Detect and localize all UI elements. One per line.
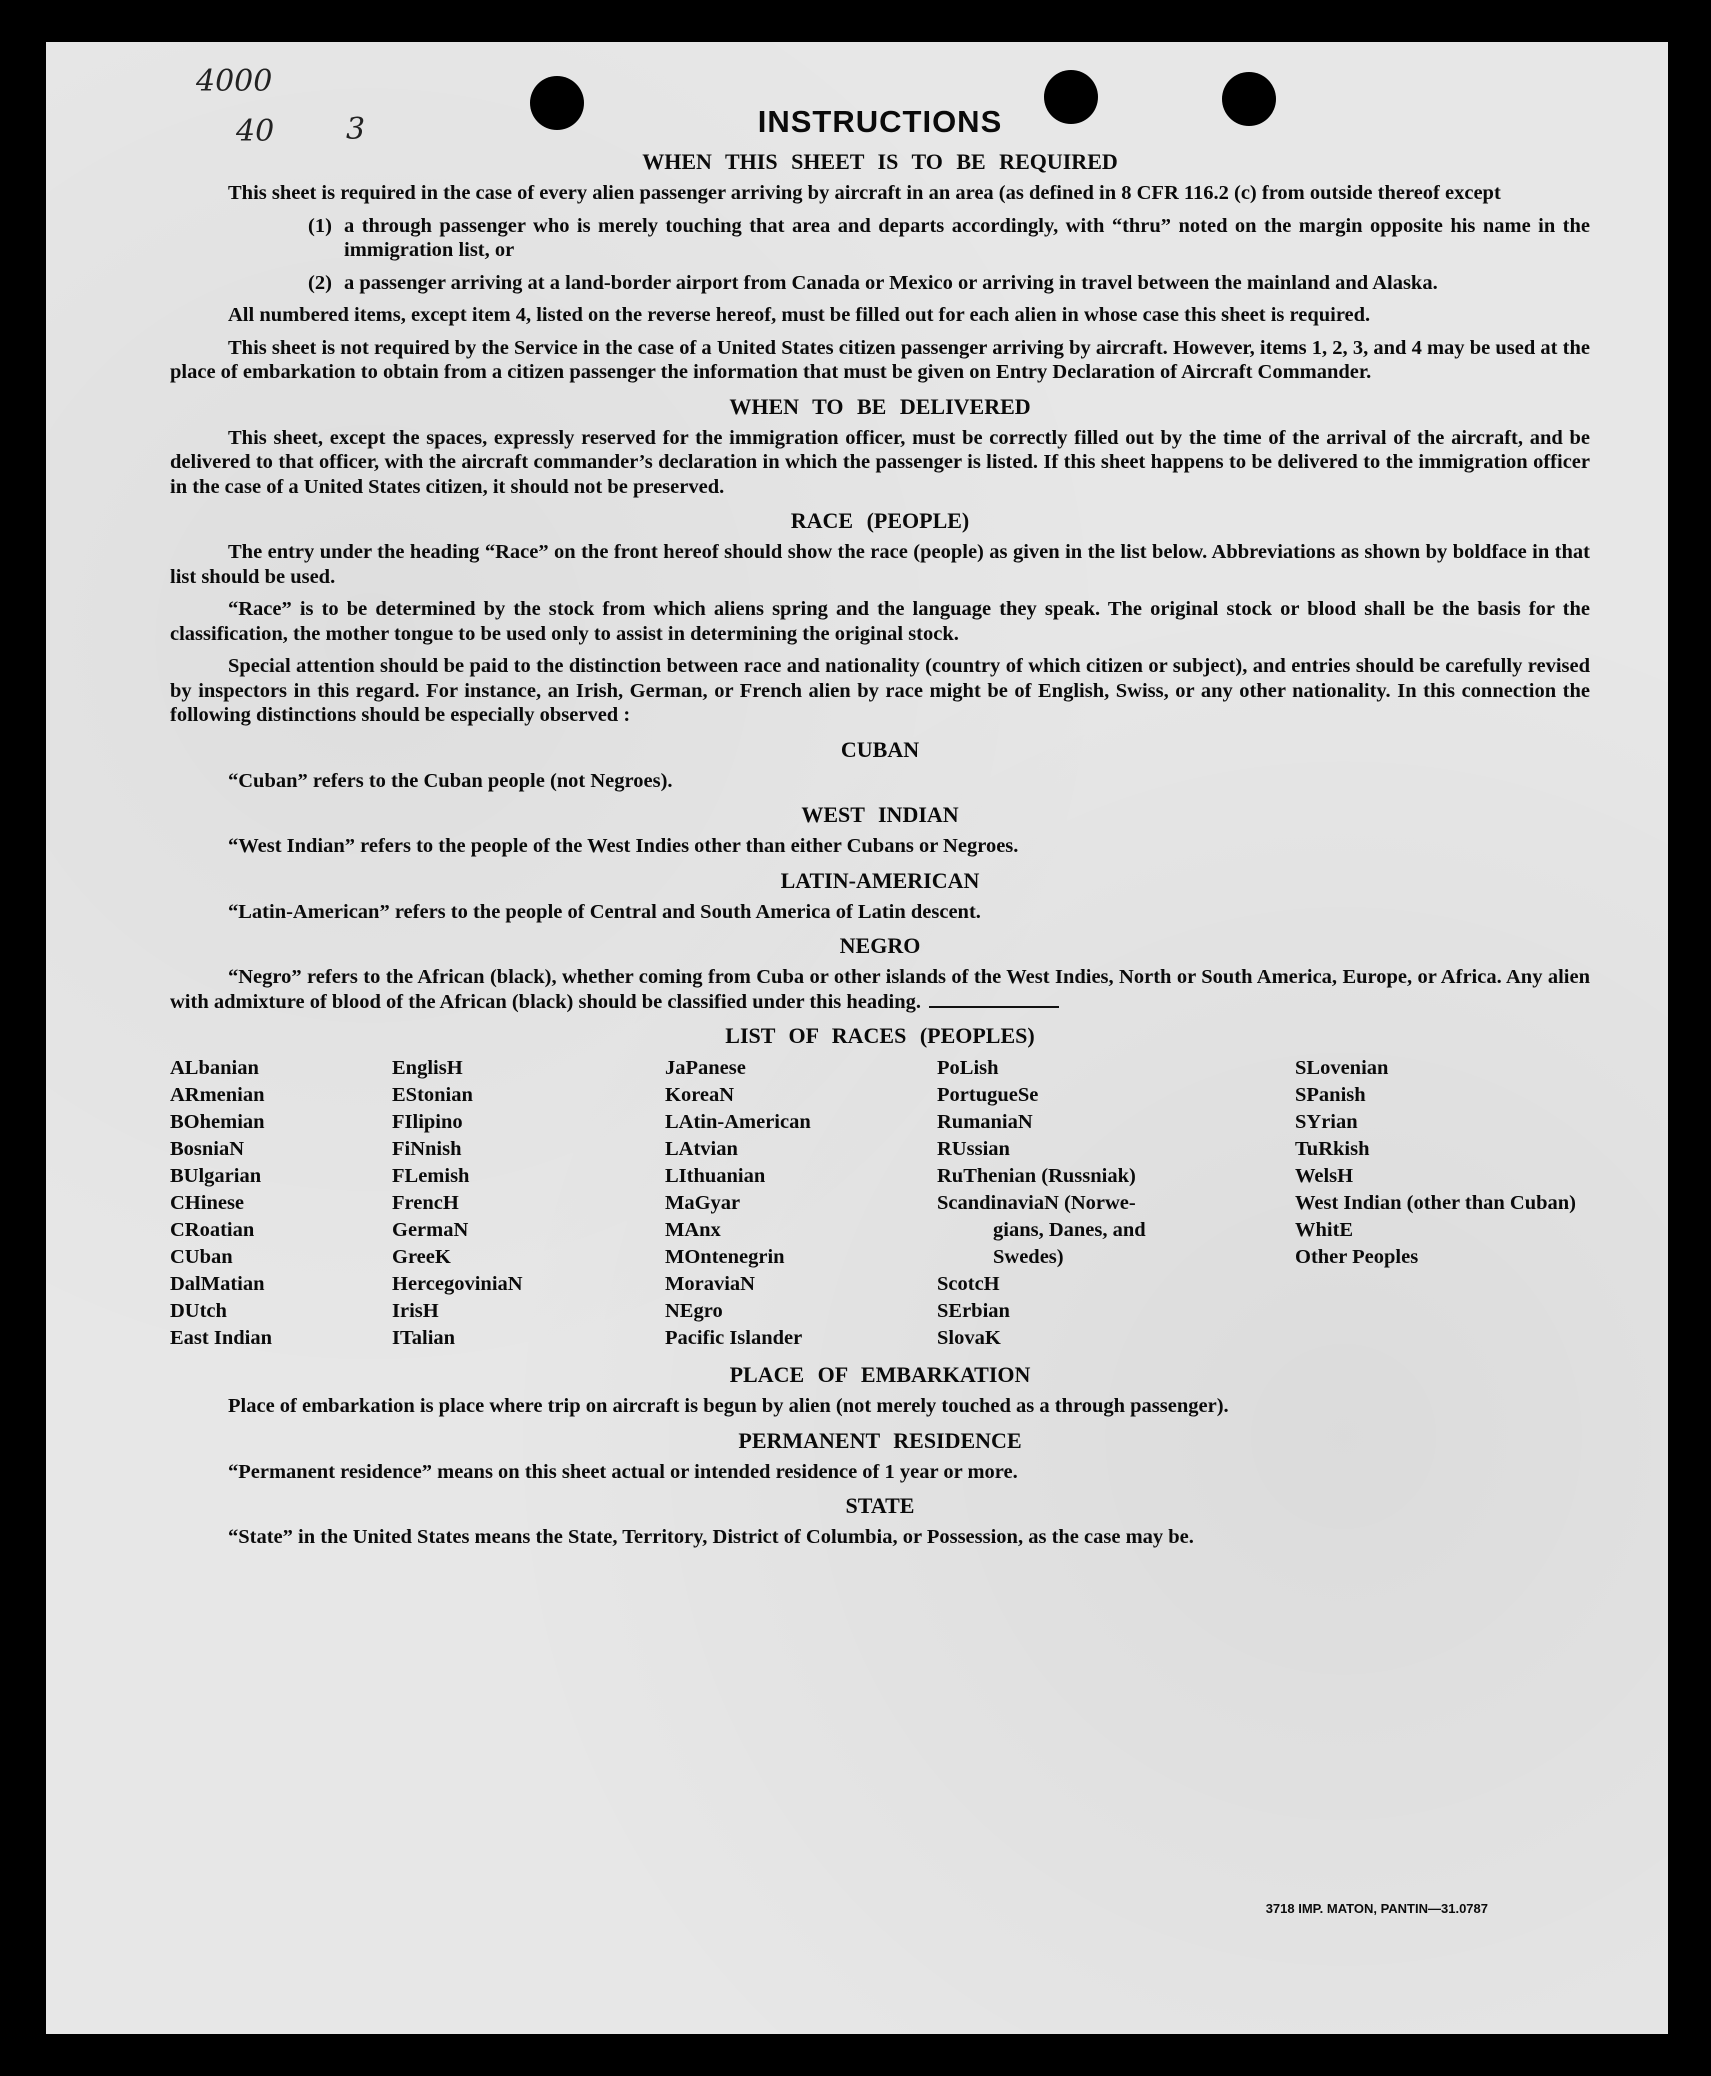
race-item: KoreaN <box>665 1084 735 1106</box>
race-item: EnglisH <box>392 1057 463 1079</box>
race-item: ScotcH <box>937 1273 1000 1295</box>
printer-imprint: 3718 IMP. MATON, PANTIN—31.0787 <box>1265 1901 1488 1916</box>
race-item-continuation: gians, Danes, and <box>993 1219 1146 1241</box>
race-item: MOntenegrin <box>665 1246 785 1268</box>
race-item: GermaN <box>392 1219 469 1241</box>
races-column-2 <box>392 1055 665 1352</box>
race-item: DalMatian <box>170 1273 265 1295</box>
handwritten-note-3: 3 <box>346 112 366 147</box>
races-column-5 <box>1295 1055 1590 1352</box>
races-list <box>170 1055 1590 1352</box>
race-item: MAnx <box>665 1219 721 1241</box>
heading-race: RACE (PEOPLE) <box>790 508 970 533</box>
race-item: BosniaN <box>170 1138 245 1160</box>
race-item: PortugueSe <box>937 1084 1039 1106</box>
race-item: EStonian <box>392 1084 473 1106</box>
paragraph-required: This sheet is required in the case of every alien passenger arriving by aircraft in an area (as defined in 8 CFR 116.2 (c) from outside thereof except <box>228 182 1501 204</box>
race-item: SErbian <box>937 1300 1010 1322</box>
heading-list-of-races: LIST OF RACES (PEOPLES) <box>725 1023 1035 1048</box>
paragraph-west-indian: “West Indian” refers to the people of the West Indies other than either Cubans or Negroes. <box>228 835 1019 857</box>
race-item: DUtch <box>170 1300 227 1322</box>
exception-item-2 <box>170 271 1590 296</box>
paragraph-race-nationality: Special attention should be paid to the distinction between race and nationality (country of which citizen or subject), and entries should be carefully revised by inspectors in this regard. For instance, an Irish, German, or French alien by race might be of English, Swiss, or any other nationality. In this connection the following distinctions should be especially observed : <box>170 655 1590 726</box>
underline-rule <box>929 1006 1059 1008</box>
paragraph-embarkation: Place of embarkation is place where trip on aircraft is begun by alien (not merely touched as a through passenger). <box>228 1395 1229 1417</box>
heading-latin-american: LATIN-AMERICAN <box>780 867 980 893</box>
race-item: IrisH <box>392 1300 439 1322</box>
race-item: ALbanian <box>170 1057 259 1079</box>
exception-number: (1) <box>308 214 332 237</box>
race-item: TuRkish <box>1295 1138 1370 1160</box>
heading-cuban: CUBAN <box>840 736 920 762</box>
race-item: FLemish <box>392 1165 470 1187</box>
exception-text: a through passenger who is merely touching that area and departs accordingly, with “thru” noted on the margin opposite his name in the immigration list, or <box>344 214 1590 261</box>
paragraph-cuban: “Cuban” refers to the Cuban people (not Negroes). <box>228 769 673 792</box>
heading-state: STATE <box>845 1493 915 1518</box>
heading-permanent-residence: PERMANENT RESIDENCE <box>738 1427 1022 1453</box>
paragraph-race-entry: The entry under the heading “Race” on the front hereof should show the race (people) as given in the list below. Abbreviations as shown by boldface in that list should be used. <box>170 541 1590 588</box>
heading-west-indian: WEST INDIAN <box>801 802 959 827</box>
race-item: NEgro <box>665 1300 723 1322</box>
race-item: RUssian <box>937 1138 1010 1160</box>
heading-when-delivered: WHEN TO BE DELIVERED <box>729 393 1031 419</box>
race-item: FiNnish <box>392 1138 462 1160</box>
race-item: JaPanese <box>665 1057 746 1079</box>
exception-item-1 <box>170 214 1590 263</box>
race-item: SLovenian <box>1295 1057 1389 1079</box>
race-item: HercegoviniaN <box>392 1273 523 1295</box>
race-item: LIthuanian <box>665 1165 766 1187</box>
heading-negro: NEGRO <box>839 933 921 958</box>
race-item: LAtvian <box>665 1138 738 1160</box>
document-sheet <box>46 42 1668 2034</box>
race-item: SPanish <box>1295 1084 1366 1106</box>
heading-embarkation: PLACE OF EMBARKATION <box>729 1362 1031 1387</box>
race-item: MaGyar <box>665 1192 741 1214</box>
race-item: East Indian <box>170 1327 272 1349</box>
race-item: RumaniaN <box>937 1111 1033 1133</box>
race-item: FrencH <box>392 1192 459 1214</box>
paragraph-citizen: This sheet is not required by the Service in the case of a United States citizen passenger arriving by aircraft. However, items 1, 2, 3, and 4 may be used at the place of embarkation to obtain from a citizen passenger the information that must be given on Entry Declaration of Aircraft Commander. <box>170 336 1590 383</box>
paragraph-negro <box>170 965 1590 1014</box>
instructions-content <box>170 104 1590 1558</box>
race-item: Other Peoples <box>1295 1246 1419 1268</box>
race-item: BOhemian <box>170 1111 265 1133</box>
negro-text: “Negro” refers to the African (black), whether coming from Cuba or other islands of the West Indies, North or South America, Europe, or Africa. Any alien with admixture of blood of the African (black) should be classified under this heading. <box>170 966 1590 1013</box>
race-item: WhitE <box>1295 1219 1354 1241</box>
race-item: WelsH <box>1295 1165 1354 1187</box>
paragraph-race-stock: “Race” is to be determined by the stock from which aliens spring and the language they speak. The original stock or blood shall be the basis for the classification, the mother tongue to be used only to assist in determining the original stock. <box>170 598 1590 645</box>
paragraph-delivered: This sheet, except the spaces, expressly reserved for the immigration officer, must be correctly filled out by the time of the arrival of the aircraft, and be delivered to that officer, with the aircraft commander’s declaration in which the passenger is listed. If this sheet happens to be delivered to the immigration officer in the case of a United States citizen, it should not be preserved. <box>170 426 1590 498</box>
race-item: PoLish <box>937 1057 999 1079</box>
race-item: BUlgarian <box>170 1165 262 1187</box>
exception-text: a passenger arriving at a land-border airport from Canada or Mexico or arriving in travel between the mainland and Alaska. <box>344 271 1438 294</box>
paragraph-latin-american: “Latin-American” refers to the people of Central and South America of Latin descent. <box>228 900 981 923</box>
race-item-continuation: Swedes) <box>993 1246 1064 1268</box>
races-column-1 <box>170 1055 392 1352</box>
paragraph-permanent-residence: “Permanent residence” means on this sheet actual or intended residence of 1 year or more. <box>228 1460 1018 1483</box>
race-item: ScandinaviaN (Norwe- <box>937 1192 1136 1214</box>
paragraph-numbered-items: All numbered items, except item 4, listed on the reverse hereof, must be filled out for each alien in whose case this sheet is required. <box>228 304 1371 326</box>
race-item: GreeK <box>392 1246 451 1268</box>
race-item: CHinese <box>170 1192 245 1214</box>
exception-number: (2) <box>308 271 332 294</box>
handwritten-note-1: 4000 <box>196 64 273 99</box>
race-item: SlovaK <box>937 1327 1001 1349</box>
races-column-3 <box>665 1055 937 1352</box>
race-item: Pacific Islander <box>665 1327 803 1349</box>
race-item: CUban <box>170 1246 233 1268</box>
race-item: FIlipino <box>392 1111 463 1133</box>
page-title: INSTRUCTIONS <box>757 104 1003 139</box>
heading-when-required: WHEN THIS SHEET IS TO BE REQUIRED <box>642 149 1118 174</box>
race-item: ARmenian <box>170 1084 265 1106</box>
race-item: ITalian <box>392 1327 456 1349</box>
race-item: RuThenian (Russniak) <box>937 1165 1136 1187</box>
race-item: MoraviaN <box>665 1273 755 1295</box>
race-item: West Indian (other than Cuban) <box>1295 1192 1576 1214</box>
race-item: SYrian <box>1295 1111 1358 1133</box>
race-item: CRoatian <box>170 1219 255 1241</box>
race-item: LAtin-American <box>665 1111 811 1133</box>
races-column-4 <box>937 1055 1295 1352</box>
paragraph-state: “State” in the United States means the State, Territory, District of Columbia, or Possession, as the case may be. <box>228 1526 1194 1548</box>
handwritten-note-2: 40 <box>236 114 275 149</box>
